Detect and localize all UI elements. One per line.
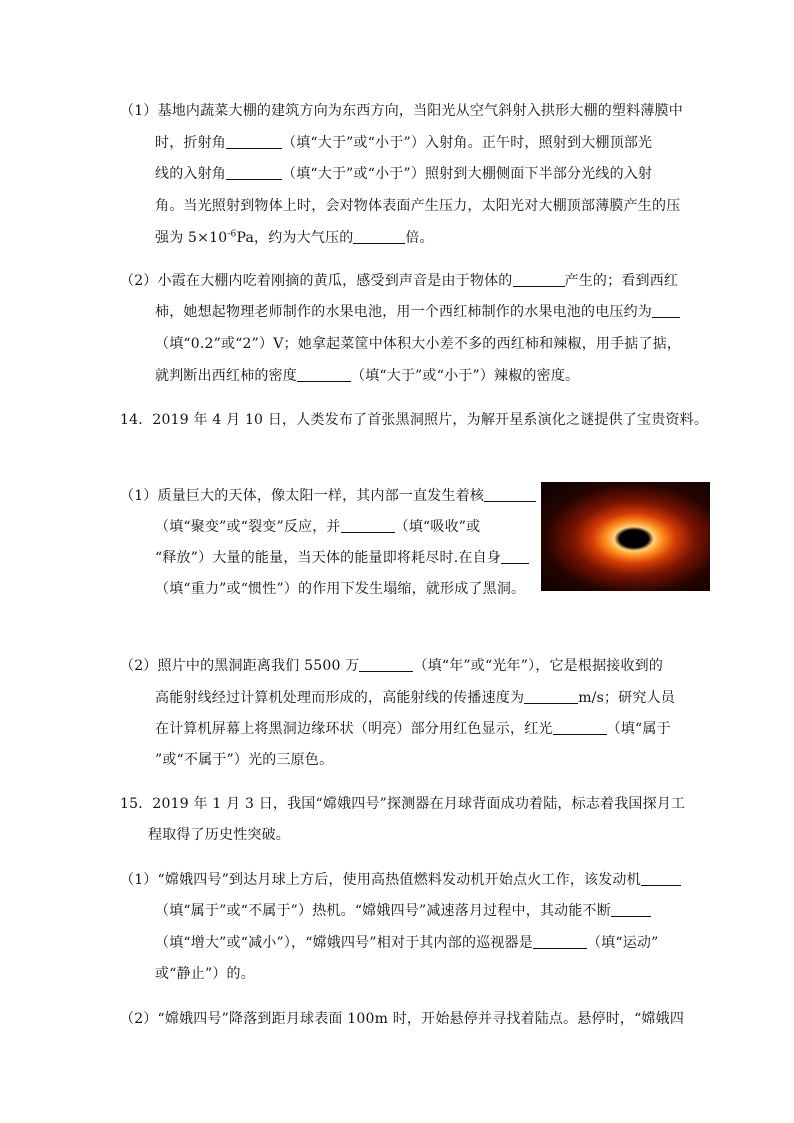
q15-p1-line1: （1）“嫦娥四号”到达月球上方后，使用高热值燃料发动机开始点火工作，该发动机 — [120, 870, 681, 890]
answer-blank — [226, 134, 282, 149]
q13-p1-line2: 时，折射角 （填“大于”或“小于”）入射角。正午时，照射到大棚顶部光 — [155, 135, 653, 151]
answer-blank — [353, 229, 405, 244]
black-hole-photo — [541, 482, 710, 591]
q13-p1-line4: 角。当光照射到物体上时，会对物体表面产生压力，太阳光对大棚顶部薄膜产生的压 — [155, 198, 681, 214]
q15-header-line2: 程取得了历史性突破。 — [148, 827, 290, 843]
q13-p1-line5: 强为 $5\times 10^{-6}Pa$，约为大气压的 倍。 — [155, 229, 434, 246]
answer-blank — [513, 272, 565, 287]
answer-blank — [641, 871, 681, 886]
q14-p1-line1: （1）质量巨大的天体，像太阳一样，其内部一直发生着核 — [120, 486, 536, 506]
answer-blank — [524, 689, 578, 704]
q14-p2-line3: 在计算机屏幕上将黑洞边缘环状（明亮）部分用红色显示，红光 （填“属于 — [155, 721, 671, 737]
answer-blank — [501, 549, 529, 564]
answer-blank — [341, 518, 395, 533]
q15-p1-line2: （填“属于”或“不属于”）热机。“嫦娥四号”减速落月过程中，其动能不断 — [155, 901, 651, 921]
q13-p2-line2: 柿，她想起物理老师制作的水果电池，用一个西红柿制作的水果电池的电压约为 — [155, 302, 680, 322]
q13-p2-line1: （2）小霞在大棚内吃着刚摘的黄瓜，感受到声音是由于物体的 产生的；看到西红 — [120, 273, 679, 289]
q13-p1-line1: （1）基地内蔬菜大棚的建筑方向为东西方向，当阳光从空气斜射入拱形大棚的塑料薄膜中 — [120, 103, 683, 119]
answer-blank — [484, 487, 536, 502]
answer-blank — [652, 303, 680, 318]
q13-p2-line4: 就判断出西红柿的密度 （填“大于”或“小于”）辣椒的密度。 — [155, 368, 580, 384]
q14-header: 14．2019 年 4 月 10 日，人类发布了首张黑洞照片，为解开星系演化之谜提供了宝贵资料。 — [120, 412, 709, 428]
q13-p2-line3: （填“0.2”或“2”）V；她拿起菜筐中体积大小差不多的西红柿和辣椒，用手掂了掂， — [155, 336, 682, 352]
q15-header-line1: 15．2019 年 1 月 3 日，我国“嫦娥四号”探测器在月球背面成功着陆，标志着我国探月工 — [120, 796, 686, 812]
q14-p2-line1: （2）照片中的黑洞距离我们 5500 万 （填“年”或“光年”），它是根据接收到的 — [120, 658, 664, 674]
answer-blank — [533, 934, 587, 949]
q15-p1-line4: 或“静止”）的。 — [155, 966, 255, 982]
q14-p2-line4: ”或“不属于”）光的三原色。 — [155, 752, 334, 768]
answer-blank — [297, 367, 351, 382]
q14-p2-line2: 高能射线经过计算机处理而形成的，高能射线的传播速度为 m/s；研究人员 — [155, 690, 675, 706]
q14-p1-line2: （填“聚变”或“裂变”反应，并 （填“吸收”或 — [155, 519, 481, 535]
q14-p1-line3: “释放”）大量的能量，当天体的能量即将耗尽时.在自身 — [155, 548, 529, 568]
q14-p1-line4: （填“重力”或“惯性”）的作用下发生塌缩，就形成了黑洞。 — [155, 581, 526, 597]
q15-p1-line3: （填“增大”或“减小”），“嫦娥四号”相对于其内部的巡视器是 （填“运动” — [155, 935, 659, 951]
q13-p1-line3: 线的入射角 （填“大于”或“小于”）照射到大棚侧面下半部分光线的入射 — [155, 166, 653, 182]
answer-blank — [611, 902, 651, 917]
answer-blank — [359, 657, 413, 672]
q15-p2-line1: （2）“嫦娥四号”降落到距月球表面 100m 时，开始悬停并寻找着陆点。悬停时，“嫦娥四 — [120, 1011, 685, 1027]
answer-blank — [226, 165, 282, 180]
answer-blank — [553, 720, 607, 735]
